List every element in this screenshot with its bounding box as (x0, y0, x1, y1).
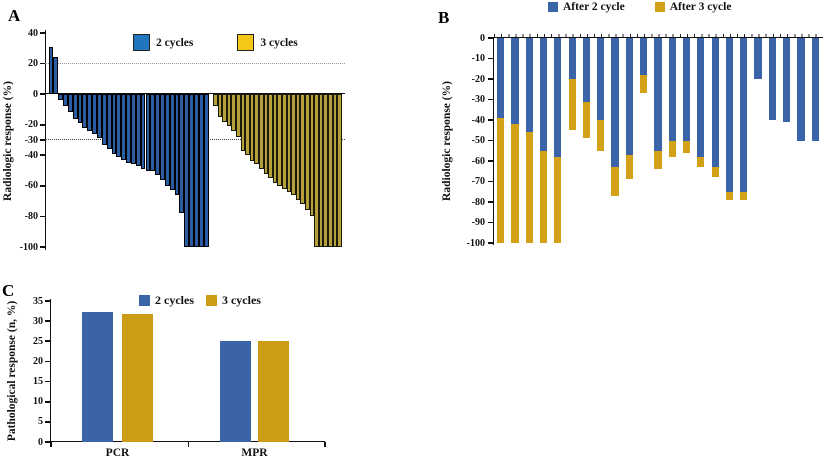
panel-a-y-tick (40, 32, 45, 34)
panel-c-y-tick (45, 340, 50, 342)
panel-b-y-tick (488, 160, 493, 162)
panel-a-letter: A (8, 6, 21, 25)
stacked-bar-after-3-cycle (569, 79, 576, 130)
stacked-bar-after-2-cycle (769, 38, 776, 120)
panel-a-y-tick (40, 124, 45, 126)
panel-a-y-tick-label: -20 (24, 119, 38, 131)
panel-a-y-tick-label: 20 (28, 58, 38, 70)
panel-c-y-tick-label: 0 (38, 436, 43, 448)
panel-b-y-tick (488, 119, 493, 121)
stacked-bar-after-2-cycle (712, 38, 719, 167)
panel-c-y-tick-label: 35 (33, 295, 43, 307)
panel-b-stacked-bar-plot (466, 32, 825, 249)
legend-label-after-2-cycle: After 2 cycle (563, 1, 625, 13)
panel-b-y-tick-label: -40 (471, 114, 485, 126)
panel-c-y-tick (45, 300, 50, 302)
panel-a-y-tick (40, 185, 45, 187)
panel-b-y-tick-label: -60 (471, 155, 485, 167)
panel-c-y-tick-label: 10 (33, 396, 43, 408)
panel-b-y-tick-label: 0 (480, 32, 485, 44)
stacked-bar-after-2-cycle (511, 38, 518, 124)
panel-b-y-tick (488, 58, 493, 60)
legend-swatch-after-3-cycle (655, 2, 665, 12)
panel-a-y-tick-label: -30 (24, 134, 38, 146)
legend-label-3-cycles: 3 cycles (260, 36, 298, 49)
stacked-bar-after-2-cycle (540, 38, 547, 151)
waterfall-bar-2-cycles (53, 57, 58, 94)
panel-b-y-tick (488, 78, 493, 80)
stacked-bar-after-3-cycle (540, 151, 547, 243)
panel-c-category-label: MPR (241, 447, 268, 459)
panel-b-letter: B (438, 8, 450, 27)
panel-b-y-tick (488, 181, 493, 183)
legend-label-c-3-cycles: 3 cycles (221, 293, 261, 307)
panel-c-y-axis-title: Pathological response (n, %) (6, 300, 18, 442)
panel-c-y-tick-label: 25 (33, 335, 43, 347)
panel-b-legend (548, 1, 731, 13)
stacked-bar-after-2-cycle (669, 38, 676, 141)
panel-c-x-tick (188, 442, 190, 447)
stacked-bar-after-2-cycle (597, 38, 604, 120)
stacked-bar-after-3-cycle (669, 141, 676, 157)
stacked-bar-after-2-cycle (626, 38, 633, 155)
panel-b-y-tick-label: -100 (466, 237, 485, 249)
stacked-bar-after-2-cycle (783, 38, 790, 122)
panel-b-y-tick-label: -20 (471, 73, 485, 85)
legend-label-2-cycles: 2 cycles (156, 36, 194, 49)
stacked-bar-after-3-cycle (526, 132, 533, 243)
stacked-bar-after-3-cycle (497, 118, 504, 243)
panel-a-reference-line (45, 63, 345, 64)
panel-b-y-tick-label: -50 (471, 135, 485, 146)
grouped-bar-3-cycles (258, 341, 289, 442)
stacked-bar-after-3-cycle (740, 192, 747, 200)
grouped-bar-3-cycles (122, 314, 153, 442)
stacked-bar-after-3-cycle (640, 75, 647, 93)
stacked-bar-after-2-cycle (583, 38, 590, 102)
panel-b-y-tick (488, 99, 493, 101)
stacked-bar-after-2-cycle (697, 38, 704, 157)
legend-label-after-3-cycle: After 3 cycle (669, 1, 732, 13)
panel-b-y-tick (488, 222, 493, 224)
panel-a-y-tick-label: -80 (24, 210, 38, 222)
panel-b-y-tick (488, 140, 493, 142)
stacked-bar-after-2-cycle (654, 38, 661, 151)
panel-c-x-tick (324, 442, 326, 447)
stacked-bar-after-3-cycle (583, 102, 590, 139)
stacked-bar-after-3-cycle (697, 157, 704, 167)
stacked-bar-after-2-cycle (683, 38, 690, 141)
panel-c-y-tick (45, 401, 50, 403)
panel-c-y-tick-label: 15 (33, 376, 43, 388)
panel-a-waterfall-plot (19, 27, 345, 253)
legend-swatch-after-2-cycle (548, 2, 558, 12)
stacked-bar-after-3-cycle (511, 124, 518, 243)
stacked-bar-after-2-cycle (726, 38, 733, 192)
panel-b-y-tick-label: -10 (471, 53, 485, 64)
panel-b-y-tick (488, 37, 493, 39)
panel-b-y-axis-title: Radiologic response (%) (441, 81, 453, 201)
stacked-bar-after-3-cycle (654, 151, 661, 169)
panel-b-y-tick (488, 201, 493, 203)
panel-b-y-axis (493, 38, 494, 245)
waterfall-bar-2-cycles (204, 94, 209, 247)
panel-c-y-tick (45, 361, 50, 363)
legend-label-c-2-cycles: 2 cycles (155, 293, 194, 307)
panel-b-y-tick-label: -80 (471, 196, 485, 208)
stacked-bar-after-3-cycle (597, 120, 604, 151)
stacked-bar-after-2-cycle (812, 38, 819, 141)
panel-a-y-axis-title: Radiologic response (%) (2, 81, 14, 201)
stacked-bar-after-2-cycle (740, 38, 747, 192)
panel-a-y-tick (40, 154, 45, 156)
grouped-bar-2-cycles (82, 312, 113, 442)
stacked-bar-after-2-cycle (554, 38, 561, 157)
panel-a-y-tick-label: 40 (28, 27, 38, 39)
stacked-bar-after-3-cycle (626, 155, 633, 180)
grouped-bar-2-cycles (220, 341, 251, 442)
panel-b-y-tick (488, 242, 493, 244)
panel-c-y-tick-label: 30 (33, 315, 43, 327)
stacked-bar-after-3-cycle (683, 141, 690, 153)
stacked-bar-after-3-cycle (712, 167, 719, 177)
stacked-bar-after-3-cycle (554, 157, 561, 243)
stacked-bar-after-2-cycle (640, 38, 647, 75)
stacked-bar-after-2-cycle (797, 38, 804, 141)
panel-c-category-label: PCR (105, 447, 130, 459)
panel-c-y-tick (45, 381, 50, 383)
stacked-bar-after-3-cycle (611, 167, 618, 196)
waterfall-bar-3-cycles (337, 94, 342, 247)
stacked-bar-after-3-cycle (726, 192, 733, 200)
stacked-bar-after-2-cycle (569, 38, 576, 79)
panel-a-y-tick-label: -40 (24, 149, 38, 161)
panel-a-y-tick-label: -60 (24, 180, 38, 192)
panel-b-y-tick-label: -30 (471, 94, 485, 105)
panel-c-y-tick-label: 5 (38, 416, 43, 428)
panel-c-y-tick (45, 320, 50, 322)
panel-c-y-tick (45, 421, 50, 423)
panel-c-y-tick-label: 20 (33, 355, 43, 367)
stacked-bar-after-2-cycle (497, 38, 504, 118)
panel-a-y-tick-label: 0 (33, 88, 38, 100)
stacked-bar-after-2-cycle (526, 38, 533, 132)
panel-b-y-tick-label: -90 (471, 217, 485, 228)
panel-b-top-tick-strip (494, 34, 823, 37)
panel-c-letter: C (2, 281, 15, 300)
panel-b-y-tick-label: -70 (471, 176, 485, 187)
panel-c-x-tick (50, 442, 52, 447)
panel-a-y-tick (40, 246, 45, 248)
stacked-bar-after-2-cycle (611, 38, 618, 167)
panel-a-y-tick (40, 216, 45, 218)
stacked-bar-after-2-cycle (754, 38, 761, 79)
panel-a-y-tick-label: -100 (19, 241, 38, 253)
